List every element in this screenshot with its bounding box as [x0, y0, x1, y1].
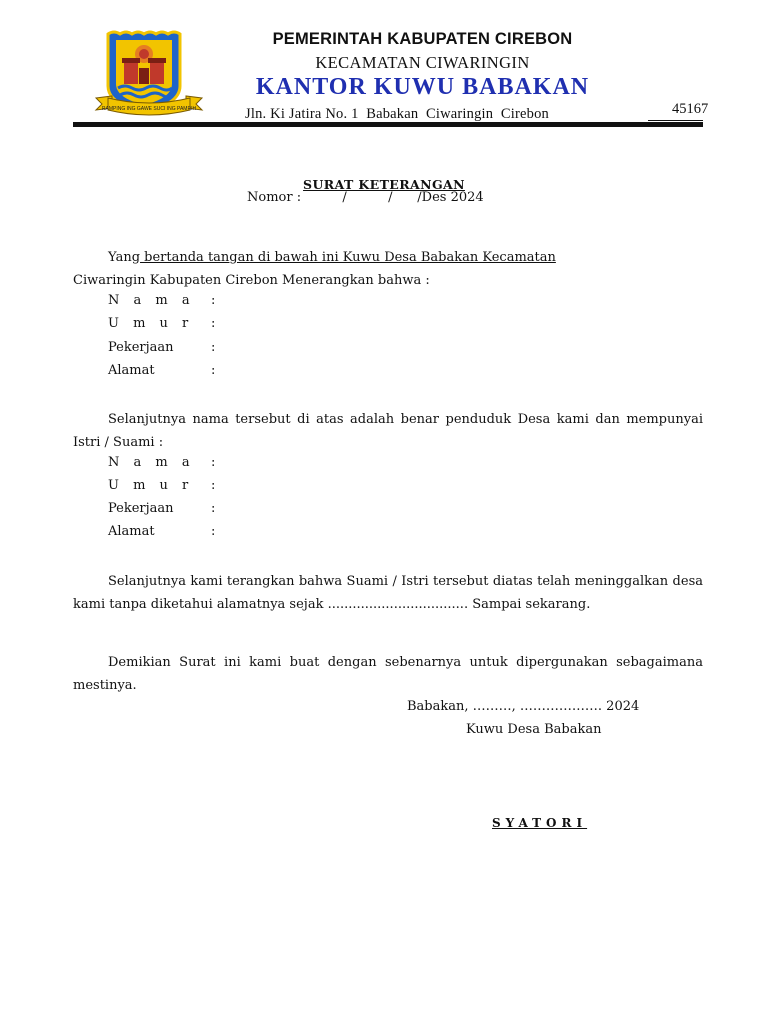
spouse-age-label: U m u r [108, 478, 194, 493]
spouse-job-colon: : [211, 501, 216, 516]
logo-motto: RAMPING ING GAWE SUCI ING PAMRIH [101, 106, 197, 112]
document-number: Nomor : / / /Des 2024 [247, 190, 484, 205]
spouse-age-colon: : [211, 478, 216, 493]
spouse-job-label: Pekerjaan [108, 501, 174, 516]
postal-code: 45167 [672, 101, 709, 117]
spouse-address-label: Alamat [108, 524, 155, 539]
person-name-label: N a m a [108, 293, 195, 308]
signatory-name: SYATORI [492, 816, 588, 830]
statement-paragraph: Selanjutnya kami terangkan bahwa Suami / Istri tersebut diatas telah meninggalkan desa kami tanpa diketahui alamatnya sejak .................................. Sampai sekarang. [73, 574, 703, 612]
district-name: KECAMATAN CIWARINGIN [315, 53, 530, 72]
person-age-label: U m u r [108, 316, 194, 331]
person-age-colon: : [211, 316, 216, 331]
place-and-date: Babakan, ………, ………………. 2024 [407, 699, 640, 714]
office-name: KANTOR KUWU BABAKAN [255, 74, 590, 100]
closing-paragraph: Demikian Surat ini kami buat dengan sebenarnya untuk dipergunakan sebagaimana mestinya. [73, 655, 703, 693]
government-name: PEMERINTAH KABUPATEN CIREBON [272, 30, 573, 48]
intro-line-2-text: Ciwaringin Kabupaten Cirebon Menerangkan bahwa : [73, 273, 430, 288]
person-address-colon: : [211, 363, 216, 378]
intro-first-word: Yang [108, 250, 141, 265]
person-job-label: Pekerjaan [108, 340, 174, 355]
document-title-text: SURAT KETERANGAN [303, 177, 465, 192]
intro-underlined-text: bertanda tangan di bawah ini Kuwu Desa Babakan Kecamatan [140, 250, 556, 265]
person-name-colon: : [211, 293, 216, 308]
person-job-colon: : [211, 340, 216, 355]
intro-paragraph [73, 246, 703, 269]
letterhead-divider [73, 122, 703, 127]
office-address: Jln. Ki Jatira No. 1 Babakan Ciwaringin Cirebon [245, 106, 549, 122]
person-address-label: Alamat [108, 363, 155, 378]
regency-logo [94, 28, 204, 120]
spouse-address-colon: : [211, 524, 216, 539]
spouse-name-colon: : [211, 455, 216, 470]
postal-underline [648, 120, 703, 121]
spouse-name-label: N a m a [108, 455, 195, 470]
spouse-paragraph: Selanjutnya nama tersebut di atas adalah benar penduduk Desa kami dan mempunyai Istri / Suami : [73, 412, 703, 450]
signatory-title: Kuwu Desa Babakan [466, 722, 602, 737]
intro-line-2 [73, 269, 703, 292]
